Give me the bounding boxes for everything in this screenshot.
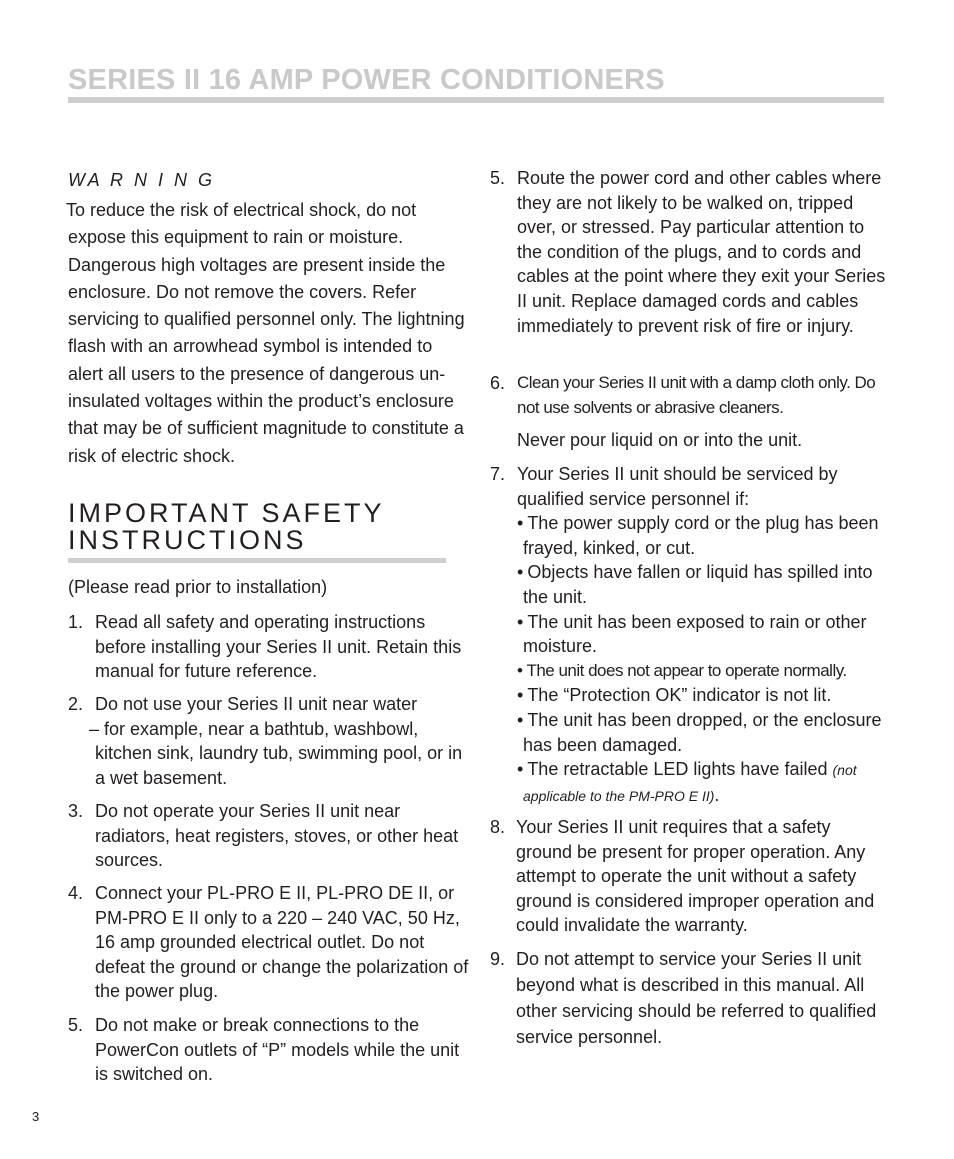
list-item-number: 5. xyxy=(68,1015,84,1035)
list-item-number: 6. xyxy=(490,373,506,393)
list-item-text-main: Clean your Series II unit with a damp cloth only. Do not use solvents or abrasive cleaners. xyxy=(517,373,876,417)
list-item-text xyxy=(89,692,472,790)
list-item-text-main: Your Series II unit should be serviced by qualified service personnel if: xyxy=(517,464,838,509)
list-item-2 xyxy=(68,692,472,790)
list-item-5 xyxy=(68,1013,472,1087)
list-item-number: 9. xyxy=(490,949,506,969)
warning-heading: WA R N I N G xyxy=(68,170,216,190)
page-header-title: SERIES II 16 AMP POWER CONDITIONERS xyxy=(68,64,665,96)
list-item-text: Do not attempt to service your Series II unit beyond what is described in this manual. All other servicing should be referred to qualified service personnel. xyxy=(516,949,877,1047)
list-item-text: Read all safety and operating instructions before installing your Series II unit. Retain this manual for future reference. xyxy=(95,612,462,682)
intro-note: (Please read prior to installation) xyxy=(68,577,328,597)
bullet-item: • Objects have fallen or liquid has spilled into the unit. xyxy=(517,562,873,607)
safety-heading-rule xyxy=(68,558,446,563)
list-item-number: 8. xyxy=(490,817,506,837)
list-item-text xyxy=(517,462,892,808)
safety-heading-line1: IMPORTANT SAFETY xyxy=(68,498,385,528)
list-item-8 xyxy=(490,815,890,938)
bullet-item: • The unit has been dropped, or the enclosure has been damaged. xyxy=(517,709,882,755)
list-item-number: 7. xyxy=(490,464,506,484)
bullet-item: • The retractable LED lights have failed (not applicable to the PM-PRO E II). xyxy=(517,759,857,805)
page-number: 3 xyxy=(32,1109,40,1124)
list-item-9 xyxy=(490,946,890,1050)
list-item-text-rest: – for example, near a bathtub, washbowl, kitchen sink, laundry tub, swimming pool, or in a wet basement. xyxy=(89,718,463,788)
bullet-item: • The “Protection OK” indicator is not lit. xyxy=(517,685,832,706)
bullet-item: • The power supply cord or the plug has been frayed, kinked, or cut. xyxy=(517,513,879,558)
list-item-text: Do not operate your Series II unit near radiators, heat registers, stoves, or other heat sources. xyxy=(95,801,459,871)
list-item-text: Do not make or break connections to the PowerCon outlets of “P” models while the unit is switched on. xyxy=(95,1015,460,1085)
list-item-text-first: Do not use your Series II unit near water xyxy=(95,694,418,714)
list-item-text-extra: Never pour liquid on or into the unit. xyxy=(517,430,803,451)
list-item-number: 2. xyxy=(68,694,84,714)
list-item-number: 3. xyxy=(68,801,84,821)
list-item-number: 1. xyxy=(68,612,84,632)
list-item-6 xyxy=(490,371,892,453)
safety-heading xyxy=(68,500,385,554)
list-item-1 xyxy=(68,610,472,684)
warning-text: To reduce the risk of electrical shock, do not expose this equipment to rain or moisture. Dangerous high voltages are present inside the enclosure. Do not remove the covers. Refer servicing to qualified personnel only. The lightning flash with an arrowhead symbol is intended to alert all users to the presence of dangerous un-insulated voltages within the product’s enclosure that may be of sufficient magnitude to constitute a risk of electric shock. xyxy=(66,200,465,466)
list-item-number: 4. xyxy=(68,883,84,903)
list-item-7 xyxy=(490,462,892,808)
list-item-text: Your Series II unit requires that a safety ground be present for proper operation. Any attempt to operate the unit without a safety ground is considered improper operation and could invalidate the warranty. xyxy=(516,817,875,936)
safety-heading-line2: INSTRUCTIONS xyxy=(68,525,307,555)
list-item-5b xyxy=(490,166,890,338)
bullet-item: • The unit has been exposed to rain or other moisture. xyxy=(517,611,867,657)
list-item-text: Route the power cord and other cables where they are not likely to be walked on, tripped over, or stressed. Pay particular attention to the condition of the plugs, and to cords and cables at the point where they exit your Series II unit. Replace damaged cords and cables immediately to prevent risk of fire or injury. xyxy=(517,168,886,336)
bullet-note: (not applicable to the PM-PRO E II) xyxy=(523,762,857,804)
list-item-4 xyxy=(68,881,472,1004)
list-item-3 xyxy=(68,799,472,873)
bullet-item: • The unit does not appear to operate normally. xyxy=(517,660,847,680)
list-item-number: 5. xyxy=(490,168,506,188)
header-rule xyxy=(68,97,884,103)
list-item-text xyxy=(517,371,892,453)
list-item-text: Connect your PL-PRO E II, PL-PRO DE II, or PM-PRO E II only to a 220 – 240 VAC, 50 Hz, 16 amp grounded electrical outlet. Do not defeat the ground or change the polarization of the power plug. xyxy=(95,883,469,1002)
